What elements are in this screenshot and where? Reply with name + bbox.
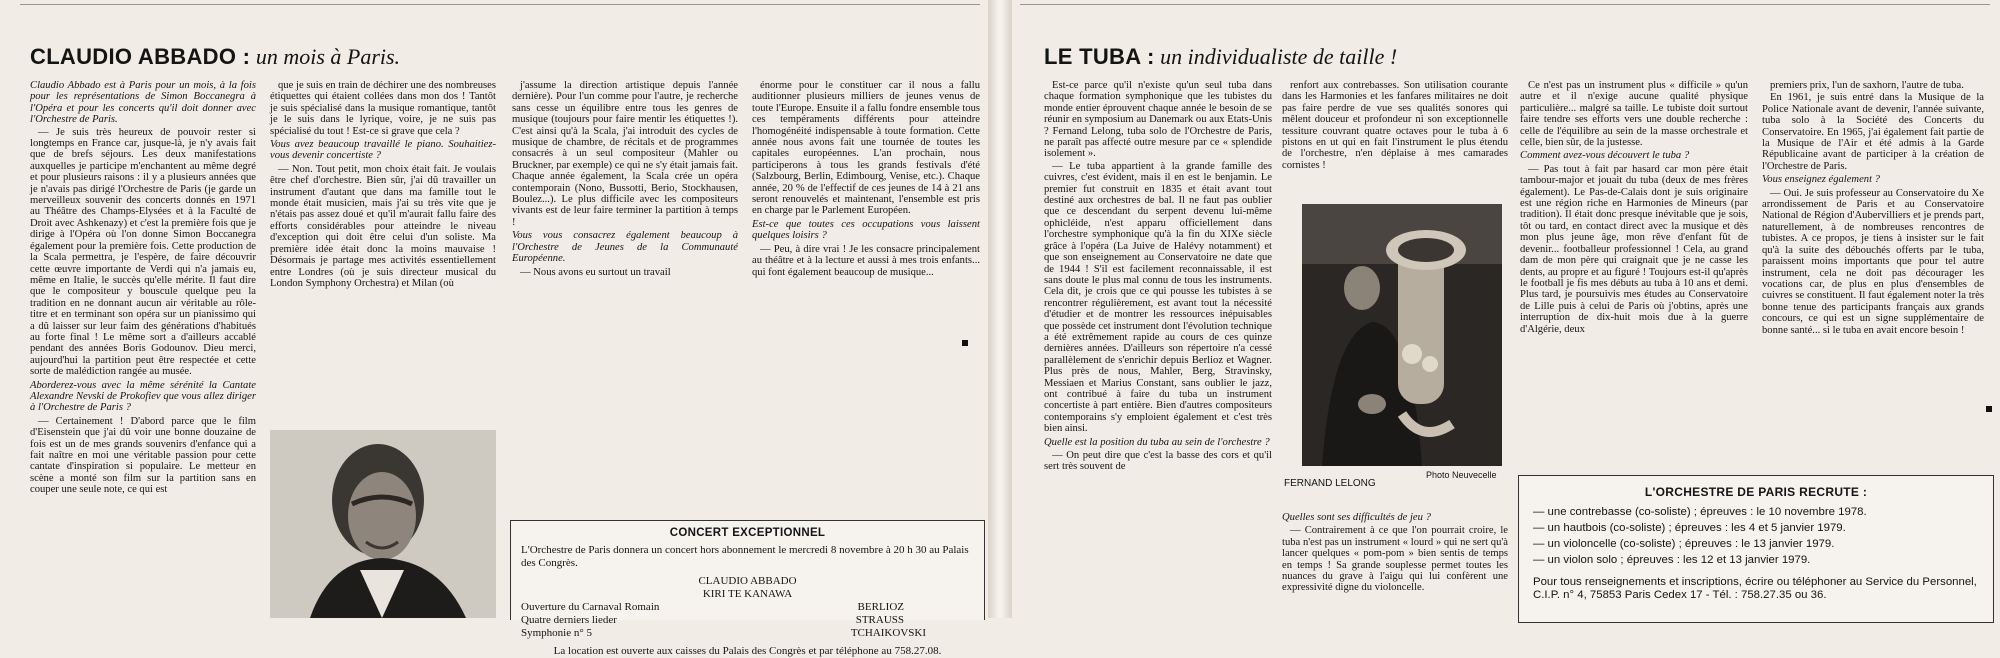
interview-question: Vous enseignez également ? bbox=[1762, 174, 1880, 186]
interview-question: Est-ce que toutes ces occupations vous laissent quelques loisirs ? bbox=[752, 218, 980, 242]
headline-subtitle: un mois à Paris. bbox=[255, 44, 401, 69]
recruitment-contact-info: Pour tous renseignements et inscriptions, écrire ou téléphoner au Service du Personnel, C.I.P. n° 4, 75853 Paris Cedex 17 - Tél. : 758.27.35 ou 36. bbox=[1533, 576, 1977, 601]
headline-name: CLAUDIO ABBADO : bbox=[30, 44, 251, 69]
article-paragraph: Est-ce parce qu'il n'existe qu'un seul tuba dans chaque formation symphonique que les tubistes du monde entier éprouvent chaque année le besoin de se réunir en symposium au Danemark ou aux Etats-Unis ? Fernand Lelong, tuba solo de l'Orchestre de Paris, ne paraît pas affecté outre mesure par ce « splendide isolement ». bbox=[1044, 80, 1272, 160]
end-mark bbox=[1986, 406, 1992, 412]
photo-caption: FERNAND LELONG bbox=[1284, 478, 1376, 489]
concert-program-row bbox=[521, 601, 974, 614]
interview-question: Comment avez-vous découvert le tuba ? bbox=[1520, 150, 1690, 162]
concert-program-row bbox=[521, 614, 974, 627]
recruitment-item: — une contrebasse (co-soliste) ; épreuves : le 10 novembre 1978. bbox=[1533, 506, 1867, 518]
program-work: Symphonie n° 5 bbox=[521, 627, 593, 639]
article-paragraph: que je suis en train de déchirer une des nombreuses étiquettes qui étaient collées dans mon dos ! Tantôt je suis spécialisé dans la musique romantique, tantôt je le suis dans le lyrique, voire, je ne suis pas spécialisé du tout ! Est-ce si grave que cela ? bbox=[270, 80, 496, 137]
top-rule bbox=[20, 4, 980, 5]
program-composer: BERLIOZ bbox=[857, 601, 904, 613]
article-paragraph: Ce n'est pas un instrument plus « difficile » qu'un autre et il n'exige aucune qualité physique particulière... malgré sa taille. Le tubiste doit surtout faire tendre ses efforts vers une double recherche : celle de l'équilibre au sein de la masse orchestrale et celle, bien sûr, de la justesse. bbox=[1520, 80, 1748, 149]
article-paragraph: — Peu, à dire vrai ! Je les consacre principalement au théâtre et à la lecture et aussi à mes trois enfants... qui font également beaucoup de musique... bbox=[752, 243, 980, 278]
program-work: Quatre derniers lieder bbox=[521, 614, 617, 626]
abbado-column-3 bbox=[512, 80, 738, 520]
program-work: Ouverture du Carnaval Romain bbox=[521, 601, 660, 613]
tuba-column-1 bbox=[1044, 80, 1272, 618]
abbado-headline bbox=[30, 44, 400, 70]
tuba-column-2-continued bbox=[1282, 510, 1508, 618]
recruitment-item: — un hautbois (co-soliste) ; épreuves : les 4 et 5 janvier 1979. bbox=[1533, 522, 1846, 534]
end-mark bbox=[962, 340, 968, 346]
interview-question: Quelles sont ses difficultés de jeu ? bbox=[1282, 512, 1431, 523]
recruitment-title: L'ORCHESTRE DE PARIS RECRUTE : bbox=[1644, 485, 1868, 499]
abbado-column-2 bbox=[270, 80, 496, 425]
concert-description: L'Orchestre de Paris donnera un concert hors abonnement le mercredi 8 novembre à 20 h 30 au Palais des Congrès. bbox=[521, 544, 969, 569]
article-paragraph: énorme pour le constituer car il nous a fallu auditionner plusieurs milliers de jeunes venus de toute l'Europe. Ensuite il a fallu fondre ensemble tous ces tempéraments différents pour atteindre l'homogénéité indispensable à toute formation. Cette année nous avons fait une tournée de toutes les capitales européennes. L'an prochain, nous participerons à tous les grands festivals d'été (Salzbourg, Berlin, Edimbourg, Venise, etc.). Chaque année, 20 % de l'effectif de ces jeunes de 14 à 21 ans seront renouvelés et maintenant, l'ensemble est pris en charge par le Parlement Européen. bbox=[752, 80, 980, 217]
interview-question: Quelle est la position du tuba au sein de l'orchestre ? bbox=[1044, 436, 1270, 448]
article-paragraph: — Contrairement à ce que l'on pourrait croire, le tuba n'est pas un instrument « lourd » qui ne sert qu'à lancer quelques « pom-pom » bien sentis de temps en temps ! Sa grande souplesse permet toutes les nuances du grave à l'aigu qui lui confèrent une expressivité digne du violoncelle. bbox=[1282, 525, 1508, 594]
program-composer: TCHAIKOVSKI bbox=[850, 627, 926, 639]
concert-soloist: KIRI TE KANAWA bbox=[702, 588, 793, 600]
article-paragraph: — Pas tout à fait par hasard car mon père était tambour-major et jouait du tuba (deux de mes frères également). Le Pas-de-Calais dont je suis originaire est une région riche en Harmonies de Mineurs (par tradition). Il était donc presque inévitable que je sois, tôt ou tard, en contact direct avec la musique et dès mon plus jeune âge, mon rêve d'enfant fût de devenir... footballeur professionnel ! Cela, au grand dam de mon père qui craignait que je ne casse les dents, au propre et au figuré ! Toujours est-il qu'après le football je fis mes débuts au tuba à 10 ans et demi. Plus tard, je poursuivis mes études au Conservatoire de Lille puis à celui de Paris où j'obtins, après une interruption de dix-huit mois due à la guerre d'Algérie, deux bbox=[1520, 163, 1748, 335]
concert-booking-info: La location est ouverte aux caisses du Palais des Congrès et par téléphone au 758.27.08. bbox=[553, 645, 942, 657]
photo-credit: Photo Neuvecelle bbox=[1426, 470, 1497, 480]
interview-question: Vous avez beaucoup travaillé le piano. Souhaitiez-vous devenir concertiste ? bbox=[270, 139, 496, 162]
article-paragraph: premiers prix, l'un de saxhorn, l'autre de tuba. bbox=[1770, 80, 1964, 91]
tuba-column-2 bbox=[1282, 80, 1508, 198]
tuba-headline bbox=[1044, 44, 1397, 70]
tuba-column-3 bbox=[1520, 80, 1748, 470]
lelong-tuba-image bbox=[1302, 204, 1502, 466]
article-paragraph: En 1961, je suis entré dans la Musique de la Police Nationale avant de devenir, l'année suivante, tuba solo à la Société des Concerts du Conservatoire. En 1965, j'ai également fait partie de la Musique de l'Air et été admis à la Garde Républicaine avant de participer à la création de l'Orchestre de Paris. bbox=[1762, 92, 1984, 172]
page-gutter bbox=[988, 0, 1012, 618]
abbado-portrait-photo bbox=[270, 430, 496, 618]
article-paragraph: — Je suis très heureux de pouvoir rester si longtemps en France car, jusque-là, je n'y avais fait que de brefs séjours. Les deux manifestations auxquelles je participe m'enchantent au même degré et pour plusieurs raisons : il y a plusieurs années que je n'avais pas dirigé l'Orchestre de Paris (je garde un merveilleux souvenir des concerts donnés en 1971 au Théâtre des Champs-Elysées et à la Faculté de Droit avec Ashkenazy) et c'est la première fois que je dirige à l'Opéra où l'on donne Simon Boccanegra également pour la première fois. Cette production de la Scala permettra, je l'espère, de faire découvrir cette œuvre importante de Verdi qui n'a jamais eu, même en Italie, le succès qu'elle mérite. Il faut dire que le compositeur y bouscule quelque peu la tradition en ne donnant aucun air véritable au rôle-titre et en terminant son opéra sur un pianissimo qui a dû laisser sur leur faim des générations d'habitués au forte final ! Le même sort a d'ailleurs accablé pendant des années Boris Godounov. Dieu merci, aujourd'hui la partition peut être respectée et cette sorte de malédiction rangée au musée. bbox=[30, 126, 256, 378]
abbado-column-1 bbox=[30, 80, 256, 618]
interview-question: Aborderez-vous avec la même sérénité la Cantate Alexandre Nevski de Prokofiev que vous allez diriger à l'Orchestre de Paris ? bbox=[30, 379, 256, 414]
article-paragraph: — Nous avons eu surtout un travail bbox=[520, 266, 671, 278]
program-composer: STRAUSS bbox=[855, 614, 904, 626]
article-paragraph: — Oui. Je suis professeur au Conservatoire du Xe arrondissement de Paris et au Conservatoire National de Région d'Aubervilliers et je prends part, naturellement, à de nombreuses rencontres de tubistes. A ce propos, je tiens à insister sur le fait qu'à la suite des débouchés offerts par le tuba, paraissent moins importants que pour tel autre instrument, cela ne doit pas décourager les vocations car, de plus en plus d'ensembles de cuivres se constituent. Il faut également noter la très bonne tenue des participants français aux grands concours, ce qui est un signe supplémentaire de bonne santé... si le tuba en avait encore besoin ! bbox=[1762, 187, 1984, 336]
left-page bbox=[0, 0, 988, 657]
headline-subtitle: un individualiste de taille ! bbox=[1160, 44, 1398, 69]
article-paragraph: — Certainement ! D'abord parce que le film d'Eisenstein que j'ai dû voir une bonne douzaine de fois est un de mes grands souvenirs d'enfance qui a fait naître en moi une véritable passion pour cette cantate d'inspiration si populaire. Le metteur en scène a monté son film sur la partition sans en couper une seule note, ce qui est bbox=[30, 415, 256, 496]
article-paragraph: — On peut dire que c'est la basse des cors et qu'il sert très souvent de bbox=[1044, 450, 1272, 473]
concert-program-row bbox=[521, 627, 974, 640]
headline-name: LE TUBA : bbox=[1044, 44, 1155, 69]
concert-conductor: CLAUDIO ABBADO bbox=[698, 575, 797, 587]
article-paragraph: j'assume la direction artistique depuis l'année dernière). Pour l'un comme pour l'autre, je recherche sans cesse un équilibre entre tous les genres de musique (toujours pour faire mentir les étiquettes !). C'est ainsi qu'à la Scala, j'ai introduit des cycles de musique de chambre, de récitals et de programmes consacrés à un seul compositeur (Mahler ou Bruckner, par exemple) ce qui ne s'y était jamais fait. Chaque année également, la Scala crée un opéra contemporain (Nono, Bussotti, Berio, Stockhausen, Boulez...). Le plus difficile avec les compositeurs vivants est de leur faire terminer la partition à temps ! bbox=[512, 80, 738, 228]
recruitment-box bbox=[1518, 475, 1994, 623]
article-paragraph: — Non. Tout petit, mon choix était fait. Je voulais être chef d'orchestre. Bien sûr, j'ai dû travailler un instrument d'autant que dans ma famille tout le monde était musicien, mais j'ai su très vite que je n'étais pas assez doué et qu'il m'aurait fallu faire des efforts considérables pour atteindre le niveau d'exception qui doit être celui d'un soliste. Ma première idée était donc la moins mauvaise ! Désormais je partage mes activités essentiellement entre Londres (où je suis directeur musical du London Symphony Orchestra) et Milan (où bbox=[270, 163, 496, 289]
article-paragraph: — Le tuba appartient à la grande famille des cuivres, c'est évident, mais il en est le benjamin. Le premier fut construit en 1835 et était avant tout destiné aux orchestres de bal. Il ne faut pas oublier que ce descendant du serpent devenu lui-même ophicléide, n'est apparu officiellement dans l'orchestre symphonique qu'à la fin du XIXe siècle grâce à l'opéra (La Juive de Halévy notamment) et que son enseignement au Conservatoire ne date que de 1944 ! S'il est facilement reconnaissable, il est sans doute le plus mal connu de tous les instruments. Cela dit, je crois que ce qui pousse les tubistes à se rencontrer régulièrement, est avant tout la nécessité d'étudier et de montrer les ressources inépuisables que possède cet instrument dont l'évolution technique a été extrêmement rapide au cours de ces quinze dernières années. D'ailleurs son répertoire n'a cessé parallèlement de s'enrichir depuis Berlioz et Wagner. Plus près de nous, Mahler, Berg, Stravinsky, Messiaen et Marius Constant, sans oublier le jazz, ont contribué à faire du tuba un instrument concertiste à part entière. Bien d'autres compositeurs contemporains s'y emploient également et c'est très bien ainsi. bbox=[1044, 160, 1272, 435]
concert-announcement-box bbox=[510, 520, 985, 657]
concert-title: CONCERT EXCEPTIONNEL bbox=[669, 527, 826, 539]
top-rule bbox=[1020, 4, 1990, 5]
abbado-portrait-image bbox=[270, 430, 496, 618]
recruitment-item: — un violoncelle (co-soliste) ; épreuves : le 13 janvier 1979. bbox=[1533, 538, 1835, 550]
abbado-column-4 bbox=[752, 80, 980, 360]
fernand-lelong-photo bbox=[1302, 204, 1502, 466]
article-paragraph: renfort aux contrebasses. Son utilisation courante dans les Harmonies et les fanfares militaires ne doit pas faire perdre de vue ses qualités sonores qui mêlent douceur et profondeur ni son exceptionnelle tessiture couvrant quatre octaves pour le tuba à 6 pistons en ut qui en fait l'instrument le plus étendu de l'orchestre, n'en déplaise à mes camarades cornistes ! bbox=[1282, 80, 1508, 171]
recruitment-item: — un violon solo ; épreuves : les 12 et 13 janvier 1979. bbox=[1533, 554, 1811, 566]
article-intro: Claudio Abbado est à Paris pour un mois, à la fois pour les représentations de Simon Boccanegra à l'Opéra et pour les concerts qu'il doit donner avec l'Orchestre de Paris. bbox=[30, 80, 256, 126]
tuba-column-4 bbox=[1762, 80, 1984, 470]
interview-question: Vous vous consacrez également beaucoup à l'Orchestre de Jeunes de la Communauté Européenne. bbox=[512, 230, 738, 265]
